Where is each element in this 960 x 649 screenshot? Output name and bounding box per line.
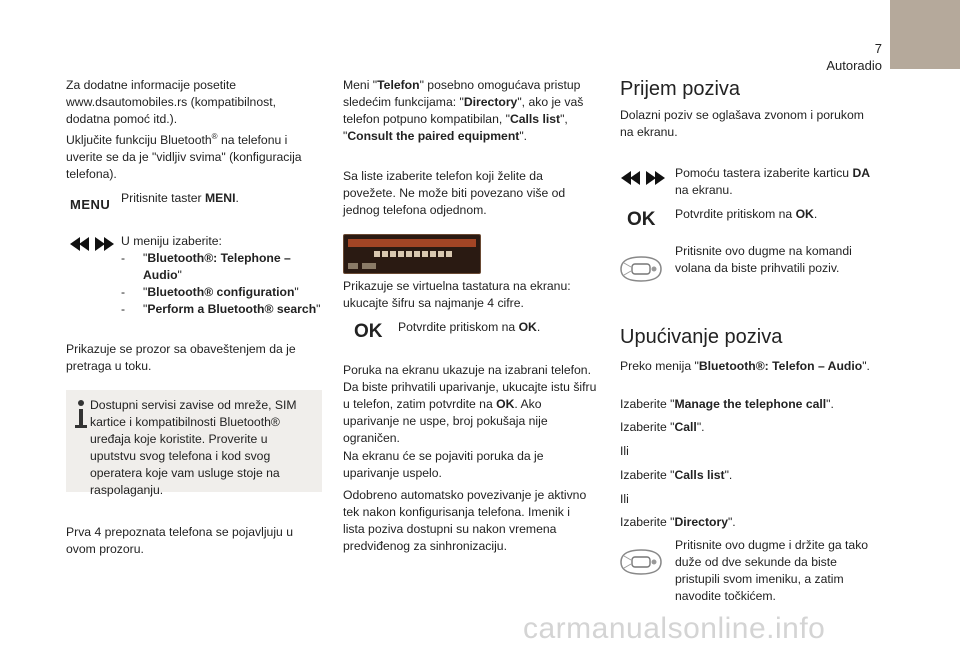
ok-instruction: Potvrdite pritiskom na OK.: [675, 207, 818, 221]
or-label: Ili: [620, 492, 629, 506]
heading-prijem: Prijem poziva: [620, 78, 741, 100]
select-phone-paragraph: Sa liste izaberite telefon koji želite da povežete. Ne može biti povezano više od jednog telefona odjednom.: [343, 169, 566, 217]
heading-upucivanje: Upućivanje poziva: [620, 326, 783, 348]
select-calls-list: Izaberite "Calls list".: [620, 468, 733, 482]
pairing-paragraph: Poruka na ekranu ukazuje na izabrani telefon. Da biste prihvatili uparivanje, ukucajte istu šifru u telefon, zatim potvrdite na OK. Ako uparivanje ne uspe, broj pokušaja nije ograničen.: [343, 363, 597, 445]
telefon-paragraph: Meni "Telefon" posebno omogućava pristup sledećim funkcijama: "Directory", ako je vaš telefon potpuno kompatibilan, "Calls list", "Consult the paired equipment".: [343, 78, 584, 143]
success-paragraph: Na ekranu će se pojaviti poruka da je uparivanje uspelo.: [343, 449, 544, 480]
steering-button-icon: [618, 255, 664, 288]
menu-key-icon: MENU: [70, 197, 111, 212]
incoming-paragraph: Dolazni poziv se oglašava zvonom i porukom na ekranu.: [620, 108, 864, 139]
list-item: - "Perform a Bluetooth® search": [121, 302, 321, 316]
arrow-keys-icon: [70, 237, 114, 256]
ok-key-icon: OK: [354, 321, 383, 342]
nav-list: U meniju izaberite: - "Bluetooth®: Telephone – Audio" - "Bluetooth® configuration" - "Perform a Bluetooth® search": [121, 233, 326, 318]
list-item: - "Bluetooth® configuration": [121, 285, 299, 299]
list-item: - "Bluetooth®: Telephone – Audio": [121, 251, 291, 282]
ok-key-icon: OK: [627, 209, 656, 230]
info-box: [66, 390, 322, 497]
arrow-keys-icon: [621, 171, 665, 190]
search-paragraph: Prikazuje se prozor sa obaveštenjem da je pretraga u toku.: [66, 342, 296, 373]
arrows-instruction: Pomoću tastera izaberite karticu DA na ekranu.: [675, 166, 871, 197]
via-menu-paragraph: Preko menija "Bluetooth®: Telefon – Audio".: [620, 359, 870, 373]
steering-button-icon: [618, 548, 664, 581]
intro-paragraph: Za dodatne informacije posetite www.dsautomobiles.rs (kompatibilnost, dodatna pomoć itd.).: [66, 78, 276, 126]
accept-call-paragraph: Pritisnite ovo dugme na komandi volana da biste prihvatili poziv.: [675, 244, 852, 275]
page-number: 7: [874, 41, 882, 56]
chapter-tab: [890, 0, 960, 69]
phones-paragraph: Prva 4 prepoznata telefona se pojavljuju u ovom prozoru.: [66, 525, 293, 556]
directory-button-paragraph: Pritisnite ovo dugme i držite ga tako duže od dve sekunde da biste pristupili svom imeniku, a zatim navodite točkićem.: [675, 538, 869, 603]
or-label: Ili: [620, 444, 629, 458]
select-manage-call: Izaberite "Manage the telephone call".: [620, 397, 834, 411]
keyboard-paragraph: Prikazuje se virtuelna tastatura na ekranu: ukucajte šifru sa najmanje 4 cifre.: [343, 279, 571, 310]
info-icon: [74, 399, 88, 429]
chapter-title: Autoradio: [826, 58, 882, 73]
autoconnect-paragraph: Odobreno automatsko povezivanje je aktivno tek nakon konfigurisanja telefona. Imenik i lista poziva dostupni su nakon vremena predviđenog za sinhronizaciju.: [343, 488, 587, 553]
select-directory: Izaberite "Directory".: [620, 515, 736, 529]
menu-instruction: Pritisnite taster MENI.: [121, 191, 239, 205]
select-call: Izaberite "Call".: [620, 420, 705, 434]
bluetooth-paragraph: Uključite funkciju Bluetooth® na telefonu i uverite se da je "vidljiv svima" (konfiguracija telefona).: [66, 132, 302, 182]
ok-instruction: Potvrdite pritiskom na OK.: [398, 320, 541, 334]
watermark: carmanualsonline.info: [523, 612, 826, 645]
keyboard-screen-image: [343, 234, 481, 274]
info-text: Dostupni servisi zavise od mreže, SIM kartice i kompatibilnosti Bluetooth® uređaja koje koristite. Proverite u uputstvu svog telefona i kod svog operatera koje vam usluge stoje na raspolaganju.: [90, 398, 297, 497]
